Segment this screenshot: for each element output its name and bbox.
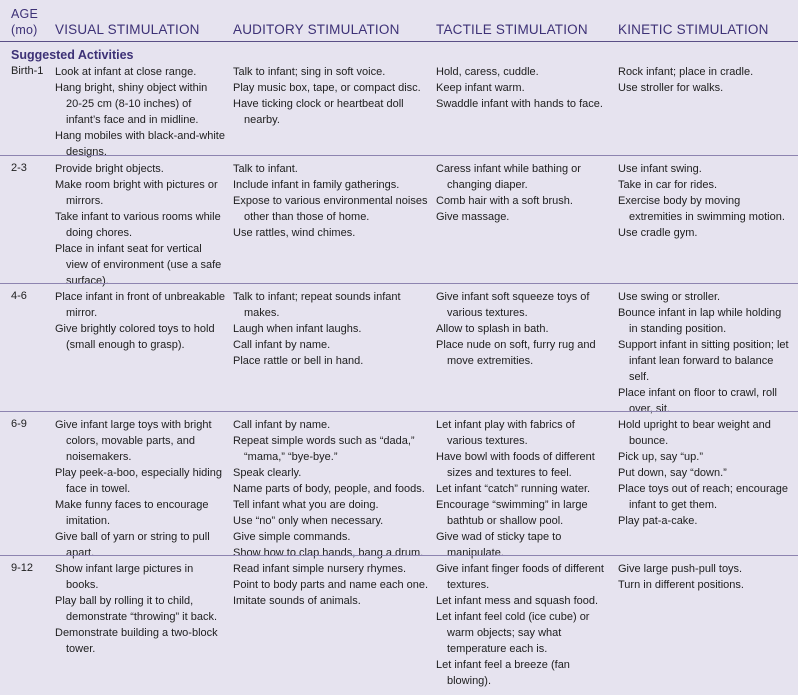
age-column-header: AGE (mo): [11, 7, 38, 37]
visual-cell: [55, 417, 225, 561]
activity-item: Name parts of body, people, and foods.: [233, 483, 425, 495]
activity-item: Give infant finger foods of different textures.: [436, 563, 604, 591]
activity-item: Make funny faces to encourage imitation.: [55, 499, 209, 527]
activity-item: Use infant swing.: [618, 163, 702, 175]
auditory-column-header: AUDITORY STIMULATION: [233, 22, 400, 37]
activity-item: Talk to infant.: [233, 163, 298, 175]
activity-item: Play peek-a-boo, especially hiding face in towel.: [55, 467, 222, 495]
activity-item: Have ticking clock or heartbeat doll nearby.: [233, 98, 404, 126]
tactile-column-header: TACTILE STIMULATION: [436, 22, 588, 37]
activity-item: Swaddle infant with hands to face.: [436, 98, 603, 110]
auditory-cell: [233, 64, 429, 128]
kinetic-column-header: KINETIC STIMULATION: [618, 22, 769, 37]
activity-item: Place nude on soft, furry rug and move extremities.: [436, 339, 596, 367]
activity-item: Let infant “catch” running water.: [436, 483, 591, 495]
activity-item: Hang mobiles with black-and-white designs.: [55, 130, 225, 158]
activity-item: Hold, caress, cuddle.: [436, 66, 539, 78]
activity-item: Rock infant; place in cradle.: [618, 66, 754, 78]
age-cell: 6-9: [11, 418, 27, 430]
visual-cell: [55, 64, 225, 160]
activity-item: Support infant in sitting position; let infant lean forward to balance self.: [618, 339, 789, 383]
activity-item: Imitate sounds of animals.: [233, 595, 361, 607]
kinetic-cell: [618, 161, 792, 241]
tactile-cell: [436, 417, 610, 561]
activity-item: Exercise body by moving extremities in swimming motion.: [618, 195, 785, 223]
activity-item: Give massage.: [436, 211, 510, 223]
kinetic-cell: [618, 417, 792, 529]
visual-column-header: VISUAL STIMULATION: [55, 22, 200, 37]
row-divider: [0, 555, 798, 556]
activity-item: Hold upright to bear weight and bounce.: [618, 419, 771, 447]
tactile-cell: [436, 561, 610, 689]
age-cell: 9-12: [11, 562, 34, 574]
row-divider: [0, 155, 798, 156]
activity-item: Use swing or stroller.: [618, 291, 721, 303]
activity-item: Use stroller for walks.: [618, 82, 724, 94]
activity-item: Give brightly colored toys to hold (small enough to grasp).: [55, 323, 215, 351]
activity-item: Place rattle or bell in hand.: [233, 355, 364, 367]
activity-item: Have bowl with foods of different sizes and textures to feel.: [436, 451, 595, 479]
activity-item: Play music box, tape, or compact disc.: [233, 82, 421, 94]
activity-item: Call infant by name.: [233, 419, 331, 431]
kinetic-cell: [618, 289, 792, 417]
activity-item: Use cradle gym.: [618, 227, 698, 239]
tactile-cell: [436, 64, 610, 112]
row-divider: [0, 283, 798, 284]
activity-item: Read infant simple nursery rhymes.: [233, 563, 407, 575]
activity-item: Include infant in family gatherings.: [233, 179, 400, 191]
activity-item: Make room bright with pictures or mirrors.: [55, 179, 218, 207]
activity-item: Speak clearly.: [233, 467, 302, 479]
activity-item: Play pat-a-cake.: [618, 515, 698, 527]
activity-item: Comb hair with a soft brush.: [436, 195, 573, 207]
row-divider: [0, 411, 798, 412]
activity-item: Use “no” only when necessary.: [233, 515, 384, 527]
activity-item: Place toys out of reach; encourage infant to get them.: [618, 483, 788, 511]
auditory-cell: [233, 561, 429, 609]
activity-item: Take in car for rides.: [618, 179, 718, 191]
auditory-cell: [233, 161, 429, 241]
visual-cell: [55, 289, 225, 353]
activity-item: Talk to infant; sing in soft voice.: [233, 66, 386, 78]
activity-item: Place infant on floor to crawl, roll over, sit.: [618, 387, 777, 415]
activity-item: Let infant feel a breeze (fan blowing).: [436, 659, 570, 687]
activity-item: Keep infant warm.: [436, 82, 525, 94]
tactile-cell: [436, 289, 610, 369]
activity-item: Take infant to various rooms while doing chores.: [55, 211, 221, 239]
activity-item: Give infant soft squeeze toys of various textures.: [436, 291, 590, 319]
visual-cell: [55, 161, 225, 289]
age-cell: 2-3: [11, 162, 27, 174]
activity-item: Place infant in front of unbreakable mirror.: [55, 291, 226, 319]
age-cell: 4-6: [11, 290, 27, 302]
activity-item: Hang bright, shiny object within 20-25 cm (8-10 inches) of infant’s face and in midline.: [55, 82, 208, 126]
activity-item: Provide bright objects.: [55, 163, 164, 175]
activity-item: Talk to infant; repeat sounds infant makes.: [233, 291, 401, 319]
activity-item: Give infant large toys with bright colors, movable parts, and noisemakers.: [55, 419, 212, 463]
activity-item: Show infant large pictures in books.: [55, 563, 194, 591]
activity-item: Let infant play with fabrics of various textures.: [436, 419, 575, 447]
age-cell: Birth-1: [11, 65, 44, 77]
activity-item: Tell infant what you are doing.: [233, 499, 379, 511]
activity-item: Point to body parts and name each one.: [233, 579, 429, 591]
activity-item: Call infant by name.: [233, 339, 331, 351]
activity-item: Turn in different positions.: [618, 579, 744, 591]
activity-item: Give large push-pull toys.: [618, 563, 743, 575]
auditory-cell: [233, 289, 429, 369]
activity-item: Bounce infant in lap while holding in standing position.: [618, 307, 782, 335]
tactile-cell: [436, 161, 610, 225]
activity-item: Look at infant at close range.: [55, 66, 197, 78]
section-title: Suggested Activities: [11, 48, 134, 62]
activity-item: Let infant mess and squash food.: [436, 595, 599, 607]
activity-item: Give simple commands.: [233, 531, 351, 543]
activity-item: Show how to clap hands, bang a drum.: [233, 547, 424, 559]
activity-item: Caress infant while bathing or changing diaper.: [436, 163, 581, 191]
activity-item: Use rattles, wind chimes.: [233, 227, 356, 239]
activity-item: Laugh when infant laughs.: [233, 323, 362, 335]
activity-item: Give wad of sticky tape to manipulate.: [436, 531, 562, 559]
activity-item: Pick up, say “up.”: [618, 451, 703, 463]
kinetic-cell: [618, 64, 792, 96]
activity-item: Place in infant seat for vertical view of environment (use a safe surface).: [55, 243, 222, 287]
activity-item: Give ball of yarn or string to pull apart.: [55, 531, 210, 559]
kinetic-cell: [618, 561, 792, 593]
activity-item: Demonstrate building a two-block tower.: [55, 627, 218, 655]
auditory-cell: [233, 417, 429, 561]
activity-item: Allow to splash in bath.: [436, 323, 549, 335]
table-header: [0, 0, 798, 42]
activity-item: Encourage “swimming” in large bathtub or shallow pool.: [436, 499, 588, 527]
activity-item: Let infant feel cold (ice cube) or warm objects; say what temperature each is.: [436, 611, 590, 655]
activity-item: Expose to various environmental noises other than those of home.: [233, 195, 428, 223]
activity-item: Play ball by rolling it to child, demonstrate “throwing” it back.: [55, 595, 218, 623]
activity-item: Put down, say “down.”: [618, 467, 727, 479]
activity-item: Repeat simple words such as “dada,” “mama,” “bye-bye.”: [233, 435, 415, 463]
visual-cell: [55, 561, 225, 657]
